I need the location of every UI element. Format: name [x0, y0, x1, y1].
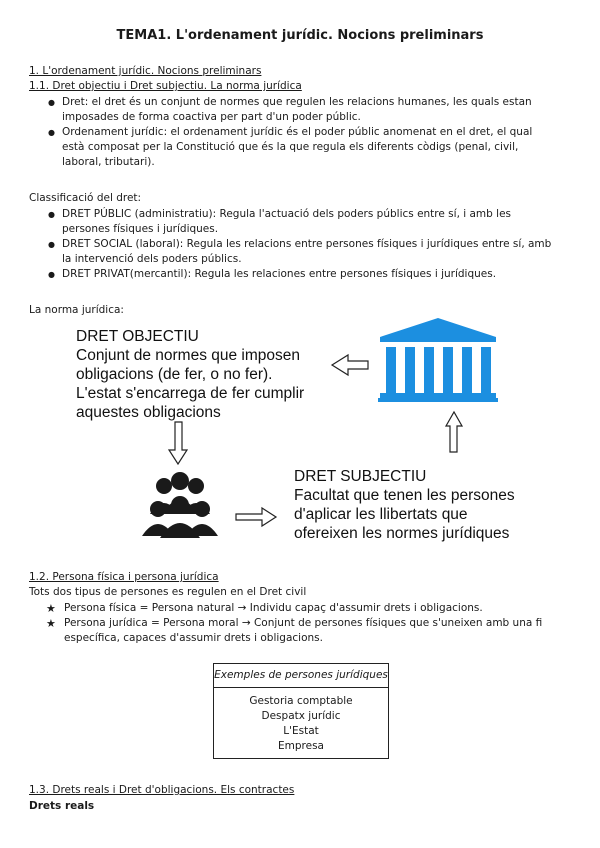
example-item: Despatx jurídic: [261, 710, 341, 722]
list-item: ★ Persona jurídica = Persona moral → Conjunt de persones físiques que s'uneixen amb una fi específica, capaces d'assumir drets i obligacions.: [46, 616, 556, 646]
classificacio-heading: Classificació del dret:: [29, 192, 142, 204]
dret-subjectiu-line: ofereixen les normes jurídiques: [294, 525, 510, 542]
list-item: ● DRET PÚBLIC (administratiu): Regula l'actuació dels poders públics entre sí, i amb les persones físiques i jurídiques.: [48, 207, 558, 237]
classificacio-list: [48, 207, 558, 282]
list-item: ● DRET PRIVAT(mercantil): Regula les relaciones entre persones físiques i jurídiques.: [48, 267, 558, 282]
examples-table: [213, 663, 389, 759]
example-item: Empresa: [278, 740, 324, 752]
list-item: ● Dret: el dret és un conjunt de normes que regulen les relacions humanes, les quals estan imposades de forma coactiva per part d'un poder públic.: [48, 95, 558, 125]
norma-heading: La norma jurídica:: [29, 304, 124, 316]
government-building-icon: [378, 318, 498, 402]
dret-subjectiu-line: d'aplicar les llibertats que: [294, 506, 468, 523]
section-1-heading: 1. L'ordenament jurídic. Nocions preliminars: [29, 65, 262, 77]
section-1-1-heading: 1.1. Dret objectiu i Dret subjectiu. La norma jurídica: [29, 80, 302, 92]
arrow-down-icon: [169, 422, 187, 464]
dret-subjectiu-title: DRET SUBJECTIU: [294, 468, 427, 485]
drets-reals-heading: Drets reals: [29, 800, 95, 812]
example-item: L'Estat: [283, 725, 319, 737]
dret-objectiu-line: obligacions (de fer, o no fer).: [76, 366, 273, 383]
dret-definitions-list: [48, 95, 558, 170]
dret-objectiu-line: aquestes obligacions: [76, 404, 221, 421]
page-title: TEMA1. L'ordenament jurídic. Nocions preliminars: [116, 28, 484, 43]
dret-subjectiu-line: Facultat que tenen les persones: [294, 487, 515, 504]
list-item: ★ Persona física = Persona natural → Individu capaç d'assumir drets i obligacions.: [46, 601, 556, 616]
arrow-left-icon: [332, 355, 368, 375]
dret-objectiu-line: Conjunt de normes que imposen: [76, 347, 301, 364]
people-group-icon: [142, 472, 218, 538]
list-item: ● Ordenament jurídic: el ordenament jurídic és el poder públic anomenat en el dret, el qual està composat per la Constitució que és la que regula els diferents còdigs (penal, civil, laboral, tributari).: [48, 125, 558, 170]
arrow-up-icon: [446, 412, 462, 452]
section-1-2-intro: Tots dos tipus de persones es regulen en el Dret civil: [29, 586, 307, 598]
persona-list: [46, 601, 556, 646]
section-1-2-heading: 1.2. Persona física i persona jurídica: [29, 571, 219, 583]
examples-table-title: Exemples de persones jurídiques: [214, 664, 388, 688]
dret-objectiu-title: DRET OBJECTIU: [76, 328, 199, 345]
dret-objectiu-line: L'estat s'encarrega de fer cumplir: [76, 385, 305, 402]
section-1-3-heading: 1.3. Drets reals i Dret d'obligacions. Els contractes: [29, 784, 295, 796]
list-item: ● DRET SOCIAL (laboral): Regula les relacions entre persones físiques i jurídiques entre sí, amb la intervenció dels poders públics.: [48, 237, 558, 267]
example-item: Gestoria comptable: [249, 695, 353, 707]
norma-diagram: [0, 300, 600, 555]
arrow-right-icon: [236, 508, 276, 526]
